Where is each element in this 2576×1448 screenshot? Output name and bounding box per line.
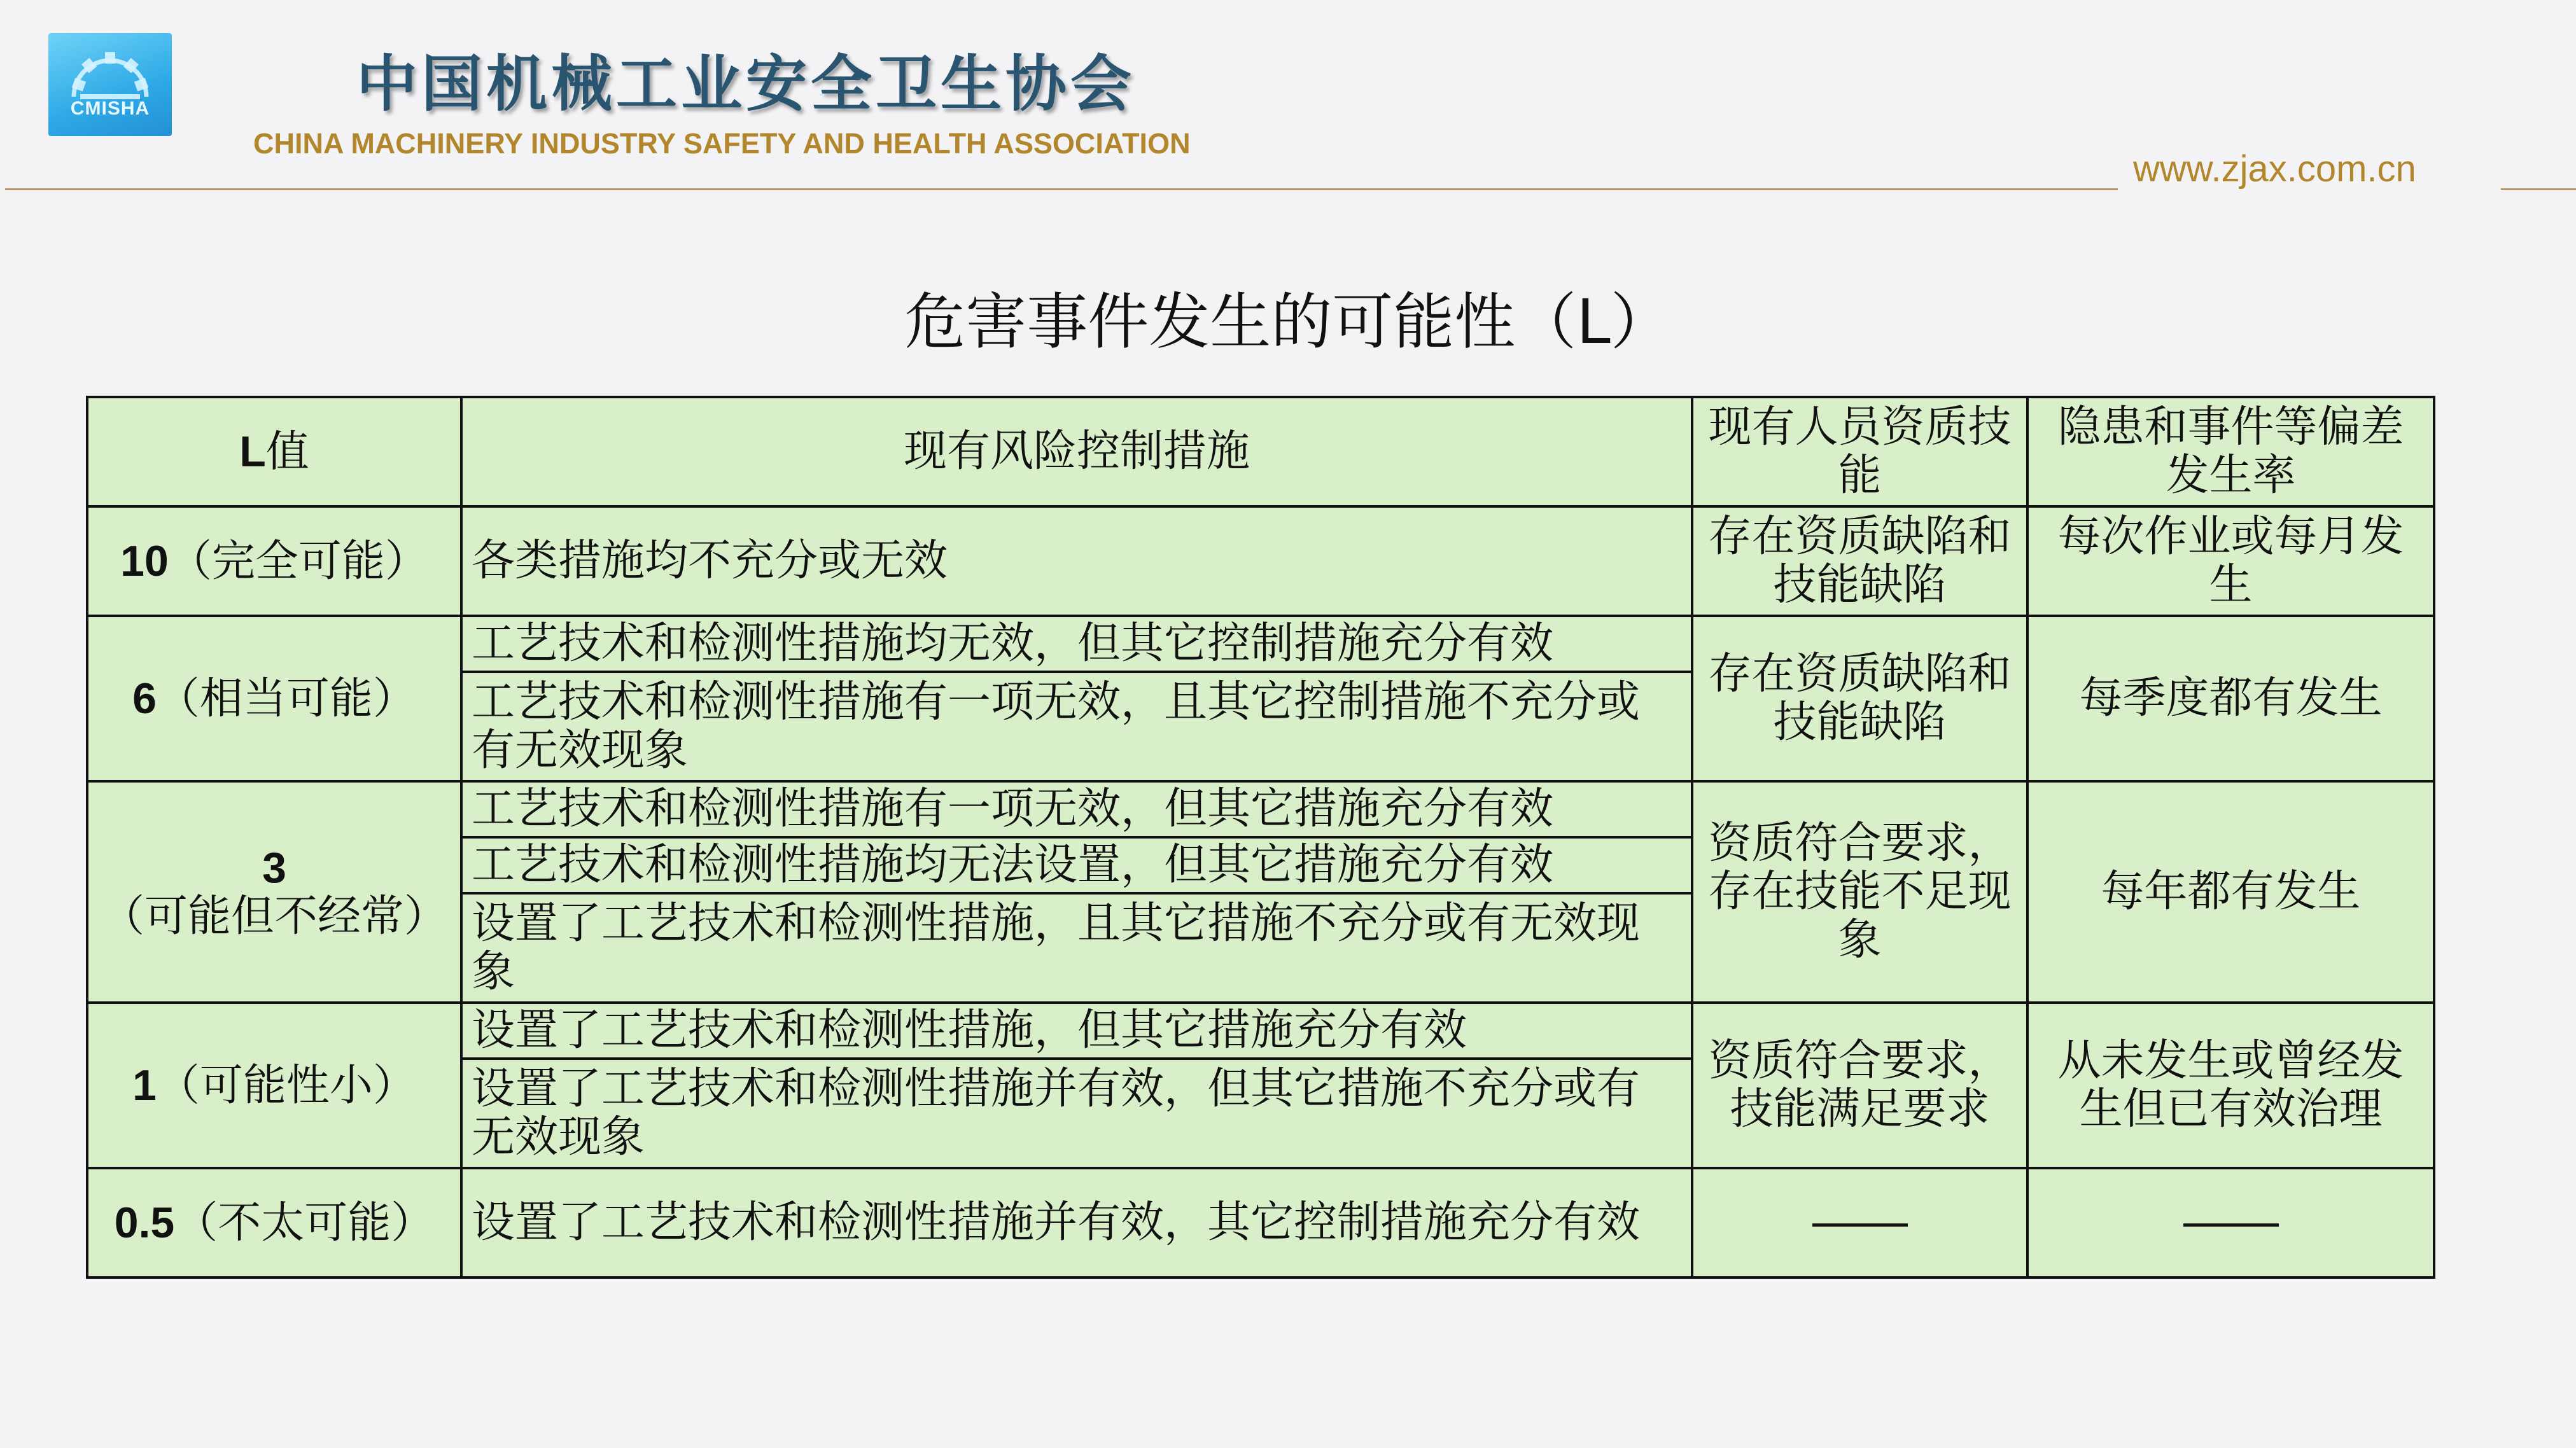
rate-cell: 每年都有发生 <box>2027 781 2434 1003</box>
header-l-letter: L <box>239 427 266 476</box>
slide-title: 危害事件发生的可能性（L） <box>904 286 1672 358</box>
personnel-cell: 资质符合要求，技能满足要求 <box>1692 1003 2027 1168</box>
header-l-suffix: 值 <box>265 426 309 477</box>
l-value-cell <box>87 506 461 616</box>
dash-mark <box>2183 1223 2279 1227</box>
header-l-value <box>87 397 461 506</box>
l-value-number: 1 <box>132 1061 157 1110</box>
table-row <box>87 1003 2434 1059</box>
l-value-cell <box>87 1003 461 1168</box>
l-value-desc: （可能性小） <box>156 1060 416 1111</box>
personnel-cell: 存在资质缺陷和技能缺陷 <box>1692 506 2027 616</box>
gear-icon <box>48 33 172 136</box>
personnel-cell: 存在资质缺陷和技能缺陷 <box>1692 616 2027 781</box>
header-measures: 现有风险控制措施 <box>461 397 1692 506</box>
association-logo <box>48 33 172 136</box>
l-value-number: 0.5 <box>114 1198 175 1247</box>
measure-cell: 设置了工艺技术和检测性措施并有效，其它控制措施充分有效 <box>461 1168 1692 1277</box>
l-value-cell <box>87 1168 461 1277</box>
l-value-cell <box>87 616 461 781</box>
l-value-desc: （完全可能） <box>168 536 428 587</box>
logo-text: CMISHA <box>70 98 150 119</box>
header-personnel: 现有人员资质技能 <box>1692 397 2027 506</box>
likelihood-table <box>86 396 2435 1279</box>
measure-cell: 工艺技术和检测性措施有一项无效，但其它措施充分有效 <box>461 781 1692 837</box>
table-header-row <box>87 397 2434 506</box>
l-value-desc: （不太可能） <box>174 1197 435 1248</box>
l-value-number: 6 <box>132 674 157 723</box>
website-url: www.zjax.com.cn <box>2133 148 2416 190</box>
dash-mark <box>1812 1223 1908 1227</box>
measure-cell: 设置了工艺技术和检测性措施，且其它措施不充分或有无效现象 <box>461 893 1692 1003</box>
measure-cell: 工艺技术和检测性措施均无法设置，但其它措施充分有效 <box>461 837 1692 893</box>
measure-cell: 工艺技术和检测性措施均无效，但其它控制措施充分有效 <box>461 616 1692 672</box>
personnel-cell: 资质符合要求，存在技能不足现象 <box>1692 781 2027 1003</box>
table-row <box>87 616 2434 672</box>
l-value-desc: （可能但不经常） <box>101 891 447 942</box>
rate-cell-empty <box>2027 1168 2434 1277</box>
table-row <box>87 506 2434 616</box>
l-value-number: 10 <box>120 536 169 585</box>
l-value-cell <box>87 781 461 1003</box>
rate-cell: 从未发生或曾经发生但已有效治理 <box>2027 1003 2434 1168</box>
header-rule-left <box>5 188 2118 190</box>
l-value-desc: （相当可能） <box>156 673 416 724</box>
header-rule-right <box>2501 188 2576 190</box>
org-name-cn: 中国机械工业安全卫生协会 <box>356 48 1135 120</box>
l-value-number: 3 <box>262 843 286 892</box>
table-row <box>87 781 2434 837</box>
org-name-en: CHINA MACHINERY INDUSTRY SAFETY AND HEALTH ASSOCIATION <box>253 127 1191 160</box>
personnel-cell-empty <box>1692 1168 2027 1277</box>
measure-cell: 各类措施均不充分或无效 <box>461 506 1692 616</box>
table-row <box>87 1168 2434 1277</box>
header-rate: 隐患和事件等偏差发生率 <box>2027 397 2434 506</box>
rate-cell: 每季度都有发生 <box>2027 616 2434 781</box>
measure-cell: 设置了工艺技术和检测性措施，但其它措施充分有效 <box>461 1003 1692 1059</box>
measure-cell: 工艺技术和检测性措施有一项无效，且其它控制措施不充分或有无效现象 <box>461 672 1692 781</box>
rate-cell: 每次作业或每月发生 <box>2027 506 2434 616</box>
measure-cell: 设置了工艺技术和检测性措施并有效，但其它措施不充分或有无效现象 <box>461 1059 1692 1168</box>
